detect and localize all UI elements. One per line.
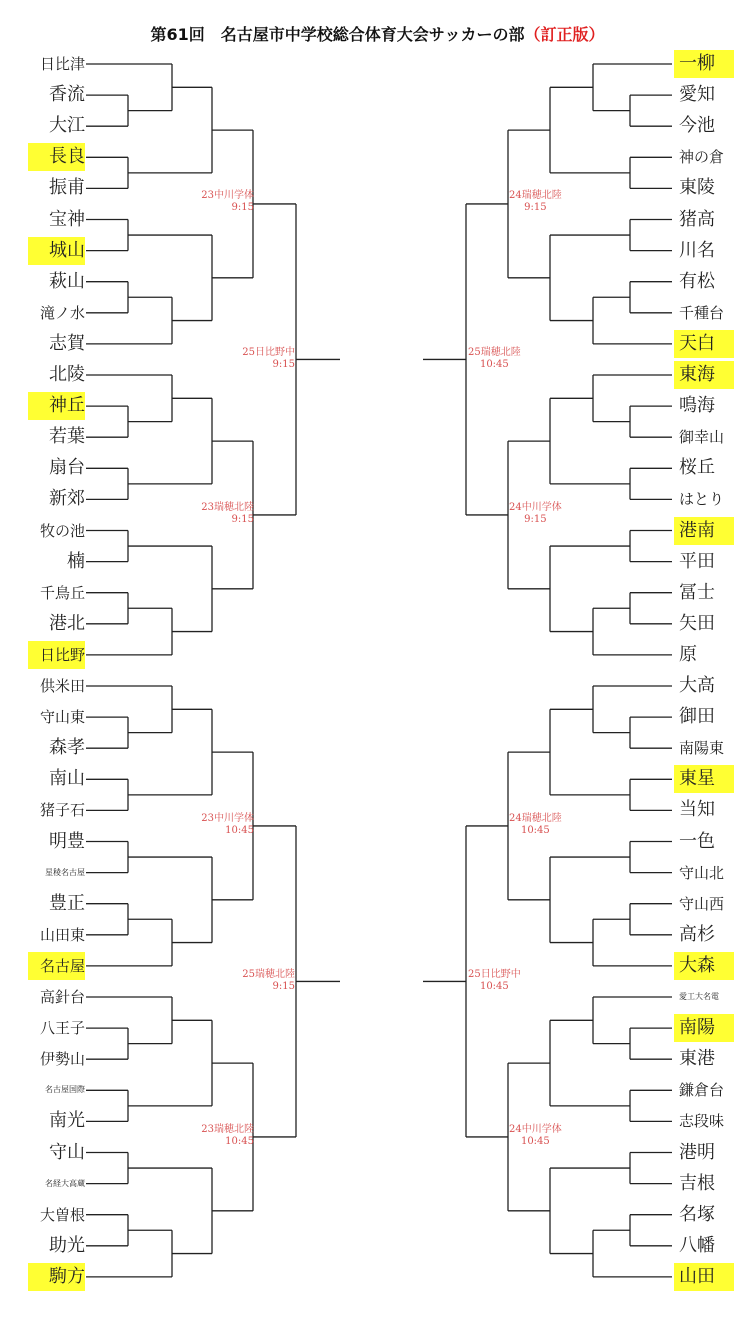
right-team-29: 高杉 [679,923,715,945]
label-left-q1 [174,190,254,214]
right-team-17: 平田 [679,550,715,572]
right-team-33: 東港 [679,1048,715,1070]
right-team-32: 南陽 [674,1014,734,1042]
left-team-36: 守山 [49,1141,85,1163]
label-right-q1-venue: 24瑞穂北陸 [509,190,562,201]
label-left-q3-venue: 23中川学体 [201,813,254,824]
label-right-q3 [509,813,562,837]
left-team-35: 南光 [49,1110,85,1132]
right-team-40: 山田 [674,1263,734,1291]
left-team-32: 八王子 [39,1019,85,1038]
left-team-11: 北陵 [49,364,85,385]
left-team-6: 宝神 [49,208,85,230]
right-team-21: 大高 [679,675,715,696]
right-team-28: 守山西 [679,894,725,913]
label-right-q3-time: 10:45 [520,825,550,836]
right-team-35: 志段味 [679,1112,725,1131]
label-right-q3-venue: 24瑞穂北陸 [509,813,562,824]
left-team-24: 南山 [49,768,85,790]
right-team-26: 一色 [679,830,715,852]
left-team-14: 扇台 [49,457,85,479]
right-team-6: 猪高 [679,208,715,230]
left-team-10: 志賀 [49,332,85,354]
title-correction: （訂正版） [524,25,605,44]
label-left-q3-time: 10:45 [225,825,254,836]
right-team-12: 鳴海 [679,395,715,417]
left-team-33: 伊勢山 [39,1050,85,1069]
right-team-24: 東星 [674,765,734,793]
left-team-39: 助光 [49,1234,85,1256]
left-team-34: 名古屋国際 [45,1085,85,1095]
label-left-q4-time: 10:45 [225,1136,254,1147]
left-team-1: 日比津 [39,55,85,73]
right-team-37: 吉根 [679,1172,715,1194]
right-team-22: 御田 [679,706,715,728]
left-team-3: 大江 [49,115,85,137]
left-team-20: 日比野 [28,641,85,669]
right-team-20: 原 [679,643,697,665]
label-right-s2-venue: 25日比野中 [468,969,521,980]
right-team-2: 愛知 [679,84,715,106]
label-left-s1 [215,347,295,371]
label-right-q1-time: 9:15 [524,202,547,213]
left-team-29: 山田東 [39,925,85,944]
right-team-10: 天白 [674,330,734,358]
label-right-s2-time: 10:45 [479,981,509,992]
left-team-4: 長良 [28,143,85,171]
left-team-37: 名経大高蔵 [45,1178,85,1188]
right-team-5: 東陵 [679,177,715,199]
label-right-q2-time: 9:15 [524,514,547,525]
right-team-36: 港明 [679,1141,715,1163]
left-team-17: 楠 [67,550,85,572]
right-team-11: 東海 [674,361,734,389]
label-left-q4-venue: 23瑞穂北陸 [201,1124,254,1135]
left-team-5: 振甫 [49,177,85,199]
left-team-27: 星稜名古屋 [45,867,85,877]
right-team-31: 愛工大名電 [679,992,719,1001]
right-team-1: 一柳 [674,50,734,78]
label-right-s2 [468,969,521,993]
right-team-4: 神の倉 [679,148,725,167]
right-team-18: 冨士 [679,581,715,603]
left-team-28: 豊正 [49,892,85,914]
label-right-q1 [509,190,562,214]
left-team-22: 守山東 [39,708,85,727]
right-team-27: 守山北 [679,863,725,882]
right-team-7: 川名 [679,239,715,261]
left-team-23: 森孝 [49,737,85,759]
right-team-25: 当知 [679,799,715,821]
label-right-q4-time: 10:45 [520,1136,550,1147]
label-right-q2 [509,502,562,526]
label-right-s1-time: 10:45 [479,359,509,370]
right-team-16: 港南 [674,517,734,545]
right-team-13: 御幸山 [679,428,725,447]
right-team-30: 大森 [674,952,734,980]
label-right-q4 [509,1124,562,1148]
label-right-q4-venue: 24中川学体 [509,1124,562,1135]
right-team-19: 矢田 [679,612,715,634]
label-left-q1-time: 9:15 [231,202,254,213]
right-team-39: 八幡 [679,1234,715,1256]
label-left-s1-venue: 25日比野中 [242,347,295,358]
right-team-3: 今池 [679,115,715,137]
label-left-q4 [174,1124,254,1148]
right-team-38: 名塚 [679,1203,715,1225]
label-right-s1 [468,347,521,371]
right-team-8: 有松 [679,270,715,292]
right-team-34: 鎌倉台 [679,1081,725,1100]
label-left-q2-venue: 23瑞穂北陸 [201,502,254,513]
title-main: 第61回 名古屋市中学校総合体育大会サッカーの部 [150,25,525,44]
left-team-38: 大曽根 [39,1205,85,1224]
left-team-31: 高針台 [39,988,85,1006]
left-team-30: 名古屋 [28,952,85,980]
left-team-8: 萩山 [49,270,85,292]
right-team-15: はとり [679,490,725,509]
left-team-13: 若葉 [49,426,85,448]
left-team-16: 牧の池 [39,521,85,540]
right-team-14: 桜丘 [679,457,715,479]
label-left-s2-time: 9:15 [272,981,295,992]
right-team-9: 千種台 [679,303,725,322]
right-team-23: 南陽東 [679,739,725,758]
label-left-q2-time: 9:15 [231,514,254,525]
left-team-19: 港北 [49,612,85,634]
left-team-21: 供米田 [39,677,85,695]
left-team-15: 新郊 [49,488,85,510]
label-left-s1-time: 9:15 [272,359,295,370]
left-team-7: 城山 [28,237,85,265]
label-left-q2 [174,502,254,526]
left-team-40: 駒方 [28,1263,85,1291]
label-right-q2-venue: 24中川学体 [509,502,562,513]
left-team-26: 明豊 [49,830,85,852]
left-team-2: 香流 [49,84,85,106]
label-left-q3 [174,813,254,837]
label-left-q1-venue: 23中川学体 [201,190,254,201]
left-team-25: 猪子石 [39,801,85,820]
left-team-12: 神丘 [28,392,85,420]
label-right-s1-venue: 25瑞穂北陸 [468,347,521,358]
left-team-18: 千鳥丘 [39,583,85,602]
left-team-9: 滝ノ水 [39,303,85,322]
label-left-s2 [215,969,295,993]
label-left-s2-venue: 25瑞穂北陸 [242,969,295,980]
